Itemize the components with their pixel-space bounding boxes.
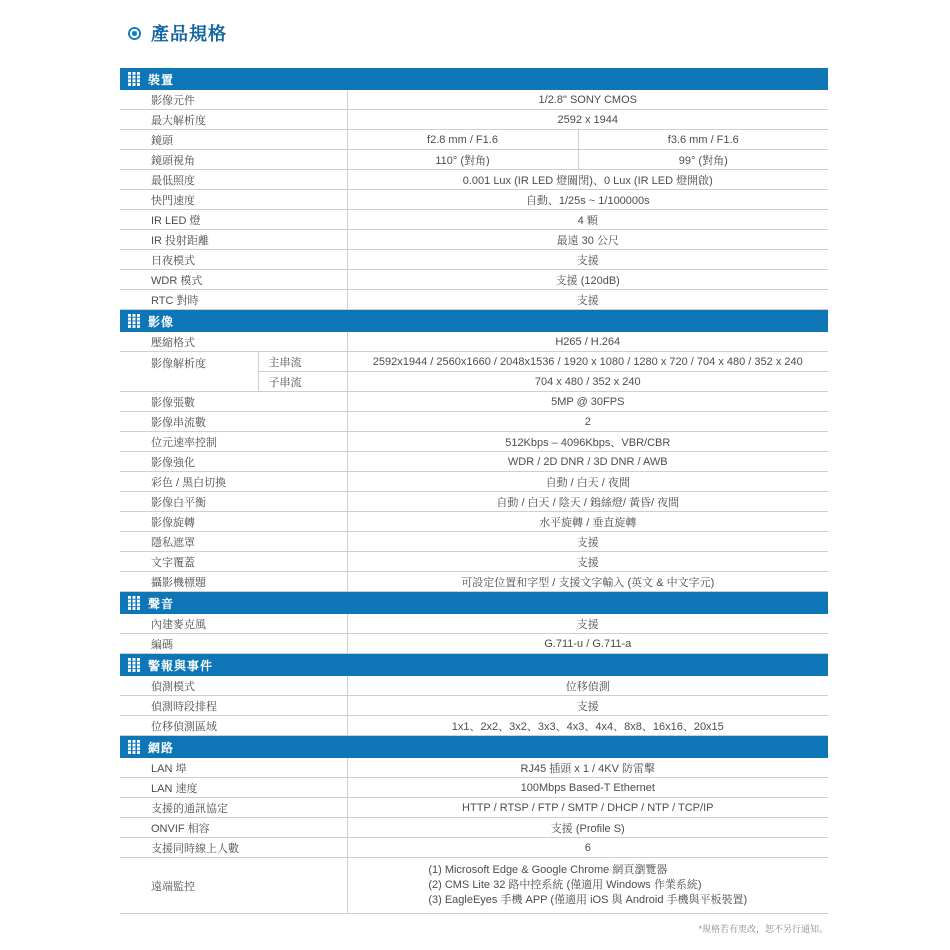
spec-label: 偵測模式	[120, 676, 347, 696]
spec-label: 文字覆蓋	[120, 552, 347, 572]
spec-value: 支援	[347, 552, 828, 572]
page-title: 產品規格	[151, 24, 227, 44]
table-row	[120, 572, 828, 592]
table-row	[120, 838, 828, 858]
spec-label: 位元速率控制	[120, 432, 347, 452]
table-row	[120, 392, 828, 412]
table-row	[120, 676, 828, 696]
spec-label: 攝影機標題	[120, 572, 347, 592]
spec-label: 影像解析度	[120, 352, 258, 392]
table-row	[120, 452, 828, 472]
spec-value: 支援	[347, 614, 828, 634]
spec-value: 自動 / 白天 / 陰天 / 鎢絲燈/ 黃昏/ 夜間	[347, 492, 828, 512]
spec-value: 1/2.8" SONY CMOS	[347, 90, 828, 110]
table-row	[120, 412, 828, 432]
table-row	[120, 716, 828, 736]
spec-label: 位移偵測區域	[120, 716, 347, 736]
spec-label: IR LED 燈	[120, 210, 347, 230]
spec-label: 編碼	[120, 634, 347, 654]
spec-value: 位移偵測	[347, 676, 828, 696]
section-title: 影像	[148, 314, 175, 329]
spec-value: f3.6 mm / F1.6	[578, 130, 828, 150]
table-row	[120, 90, 828, 110]
grid-icon	[128, 314, 140, 328]
spec-value: 最遠 30 公尺	[347, 230, 828, 250]
spec-sublabel: 主串流	[258, 352, 347, 372]
spec-label: 彩色 / 黑白切換	[120, 472, 347, 492]
spec-value-line: (1) Microsoft Edge & Google Chrome 網頁瀏覽器	[428, 864, 668, 876]
spec-label: 內建麥克風	[120, 614, 347, 634]
spec-label: 鏡頭視角	[120, 150, 347, 170]
spec-label: LAN 埠	[120, 758, 347, 778]
footnote: *規格若有更改，恕不另行通知。	[698, 924, 828, 934]
spec-value: G.711-u / G.711-a	[347, 634, 828, 654]
spec-label: 影像串流數	[120, 412, 347, 432]
section-title: 網路	[148, 740, 175, 755]
spec-value: 2592 x 1944	[347, 110, 828, 130]
product-spec-page	[120, 0, 828, 935]
spec-value: H265 / H.264	[347, 332, 828, 352]
section-header	[120, 592, 828, 614]
table-row	[120, 190, 828, 210]
spec-label: 影像白平衡	[120, 492, 347, 512]
spec-label: 偵測時段排程	[120, 696, 347, 716]
spec-label: 隱私遮罩	[120, 532, 347, 552]
spec-value: 512Kbps – 4096Kbps、VBR/CBR	[347, 432, 828, 452]
table-row	[120, 512, 828, 532]
spec-value: HTTP / RTSP / FTP / SMTP / DHCP / NTP / TCP/IP	[347, 798, 828, 818]
spec-sublabel: 子串流	[258, 372, 347, 392]
spec-label: LAN 速度	[120, 778, 347, 798]
spec-label: 最大解析度	[120, 110, 347, 130]
spec-label: 支援的通訊協定	[120, 798, 347, 818]
spec-value: WDR / 2D DNR / 3D DNR / AWB	[347, 452, 828, 472]
table-row	[120, 130, 828, 150]
grid-icon	[128, 740, 140, 754]
spec-label: 影像元件	[120, 90, 347, 110]
table-row	[120, 332, 828, 352]
section-header	[120, 654, 828, 676]
table-row	[120, 634, 828, 654]
table-row	[120, 110, 828, 130]
section-title: 聲音	[148, 596, 175, 611]
spec-value-lines	[428, 863, 747, 908]
spec-value: 自動、1/25s ~ 1/100000s	[347, 190, 828, 210]
table-row	[120, 696, 828, 716]
spec-value: 支援	[347, 290, 828, 310]
table-row	[120, 150, 828, 170]
grid-icon	[128, 658, 140, 672]
spec-value: 支援	[347, 250, 828, 270]
section-title: 警報與事件	[148, 658, 214, 673]
spec-value: 99° (對角)	[578, 150, 828, 170]
spec-value: f2.8 mm / F1.6	[347, 130, 578, 150]
table-row	[120, 210, 828, 230]
spec-label: 影像旋轉	[120, 512, 347, 532]
spec-value: 6	[347, 838, 828, 858]
spec-value: 1x1、2x2、3x2、3x3、4x3、4x4、8x8、16x16、20x15	[347, 716, 828, 736]
spec-value: 2592x1944 / 2560x1660 / 2048x1536 / 1920 x 1080 / 1280 x 720 / 704 x 480 / 352 x 240	[347, 352, 828, 372]
table-row	[120, 818, 828, 838]
spec-value: 100Mbps Based-T Ethernet	[347, 778, 828, 798]
spec-value: 4 顆	[347, 210, 828, 230]
table-row	[120, 230, 828, 250]
table-row	[120, 492, 828, 512]
spec-value: 5MP @ 30FPS	[347, 392, 828, 412]
page-title-row	[128, 20, 828, 46]
spec-label: 最低照度	[120, 170, 347, 190]
section-header	[120, 310, 828, 332]
grid-icon	[128, 72, 140, 86]
spec-value: 支援 (Profile S)	[347, 818, 828, 838]
table-row	[120, 472, 828, 492]
table-row	[120, 778, 828, 798]
table-row	[120, 532, 828, 552]
table-row	[120, 270, 828, 290]
spec-value	[347, 858, 828, 914]
table-row	[120, 432, 828, 452]
table-row	[120, 858, 828, 914]
spec-value: 自動 / 白天 / 夜間	[347, 472, 828, 492]
section-header	[120, 736, 828, 758]
table-row	[120, 250, 828, 270]
spec-label: 鏡頭	[120, 130, 347, 150]
spec-label: 支援同時線上人數	[120, 838, 347, 858]
spec-label: 日夜模式	[120, 250, 347, 270]
spec-value: 支援	[347, 696, 828, 716]
section-header	[120, 68, 828, 90]
spec-value: 0.001 Lux (IR LED 燈關閉)、0 Lux (IR LED 燈開啟)	[347, 170, 828, 190]
table-row	[120, 290, 828, 310]
spec-value-line: (2) CMS Lite 32 路中控系統 (僅適用 Windows 作業系統)	[428, 879, 702, 891]
table-row	[120, 798, 828, 818]
spec-table	[120, 68, 828, 914]
table-row	[120, 352, 828, 372]
spec-value: 支援 (120dB)	[347, 270, 828, 290]
table-row	[120, 552, 828, 572]
spec-label: 遠端監控	[120, 858, 347, 914]
table-row	[120, 170, 828, 190]
spec-label: IR 投射距離	[120, 230, 347, 250]
spec-value: RJ45 插頭 x 1 / 4KV 防雷擊	[347, 758, 828, 778]
spec-label: 快門速度	[120, 190, 347, 210]
spec-label: 影像張數	[120, 392, 347, 412]
spec-value: 2	[347, 412, 828, 432]
spec-label: ONVIF 相容	[120, 818, 347, 838]
target-dot-icon	[128, 27, 141, 40]
spec-value: 110° (對角)	[347, 150, 578, 170]
spec-label: WDR 模式	[120, 270, 347, 290]
spec-value: 704 x 480 / 352 x 240	[347, 372, 828, 392]
spec-value: 可設定位置和字型 / 支援文字輸入 (英文 & 中文字元)	[347, 572, 828, 592]
spec-value: 水平旋轉 / 垂直旋轉	[347, 512, 828, 532]
section-title: 裝置	[148, 72, 175, 87]
spec-label: 壓縮格式	[120, 332, 347, 352]
spec-value-line: (3) EagleEyes 手機 APP (僅適用 iOS 與 Android 手機與平板裝置)	[428, 894, 748, 906]
spec-value: 支援	[347, 532, 828, 552]
table-row	[120, 758, 828, 778]
grid-icon	[128, 596, 140, 610]
spec-label: 影像強化	[120, 452, 347, 472]
spec-label: RTC 對時	[120, 290, 347, 310]
table-row	[120, 614, 828, 634]
